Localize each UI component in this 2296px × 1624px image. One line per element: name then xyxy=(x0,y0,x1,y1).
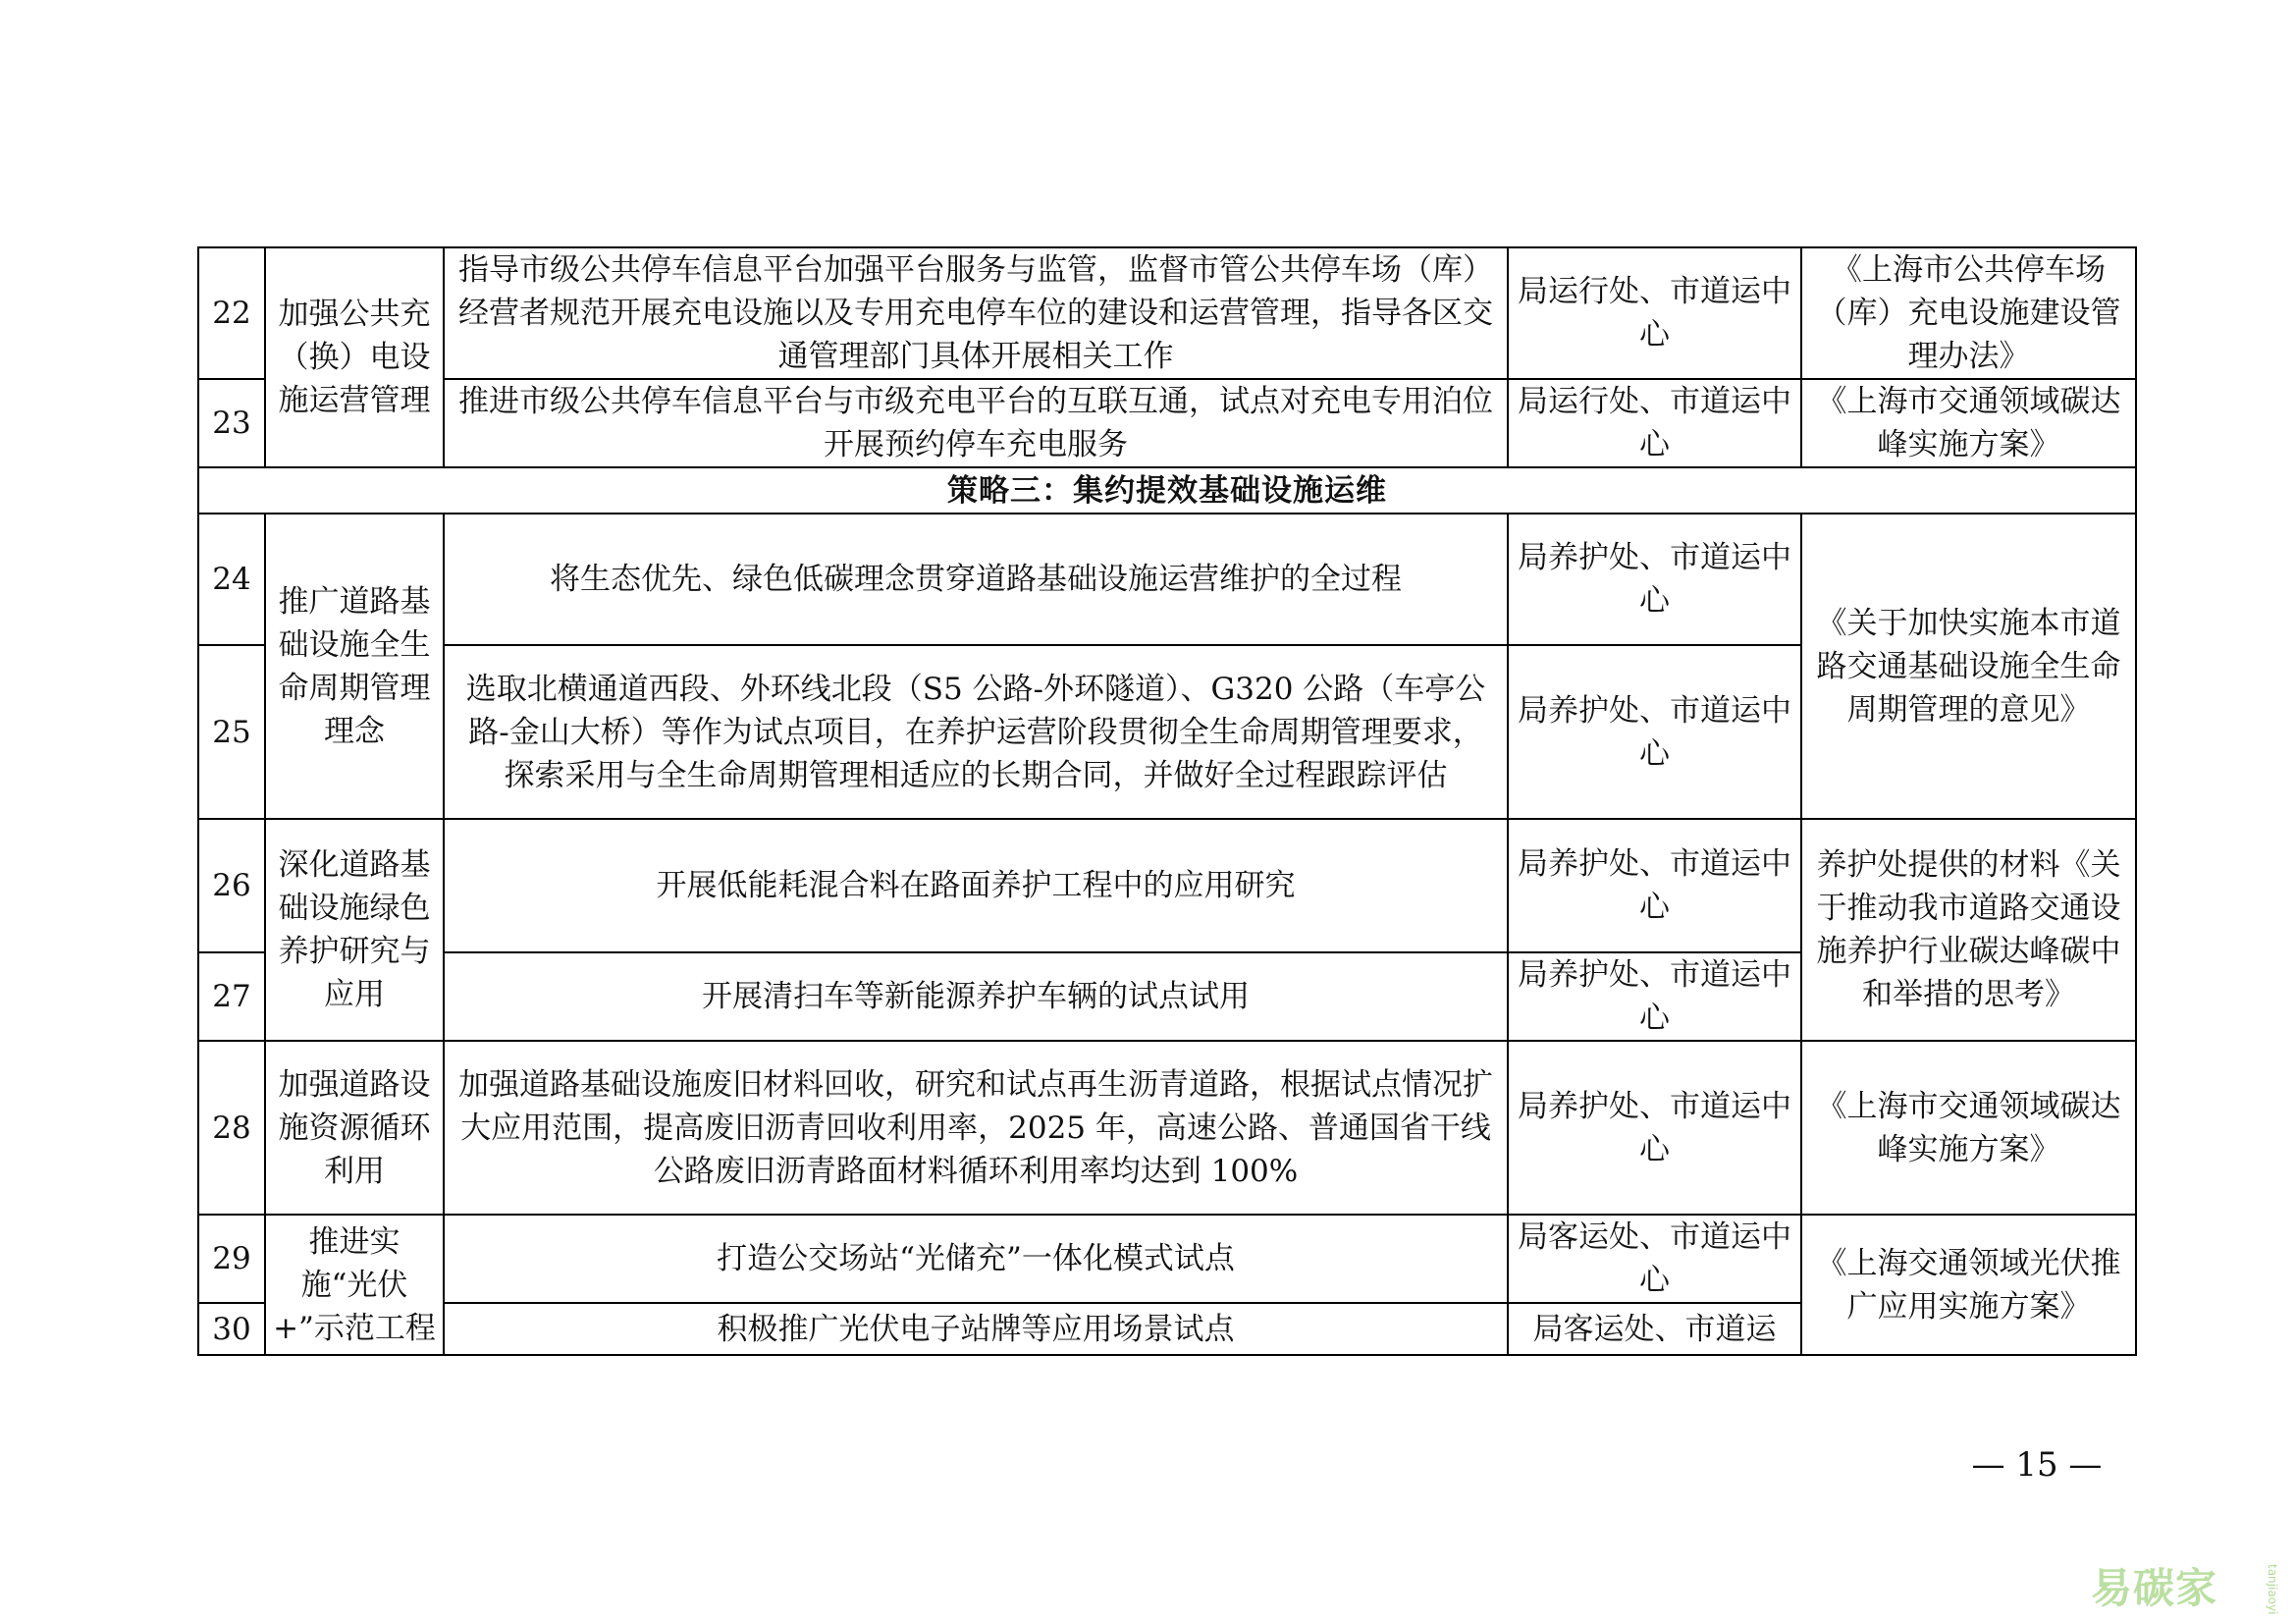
policy-basis: 养护处提供的材料《关于推动我市道路交通设施养护行业碳达峰碳中和举措的思考》 xyxy=(1801,819,2136,1041)
responsible-dept: 局养护处、市道运中心 xyxy=(1508,1041,1801,1215)
task-content: 将生态优先、绿色低碳理念贯穿道路基础设施运营维护的全过程 xyxy=(444,514,1508,645)
task-content: 推进市级公共停车信息平台与市级充电平台的互联互通，试点对充电专用泊位开展预约停车充电服务 xyxy=(444,379,1508,467)
measure-cell: 加强公共充（换）电设施运营管理 xyxy=(265,247,444,467)
table-row xyxy=(198,379,2136,467)
policy-basis: 《上海市公共停车场（库）充电设施建设管理办法》 xyxy=(1801,247,2136,379)
task-content: 打造公交场站“光储充”一体化模式试点 xyxy=(444,1215,1508,1303)
policy-basis: 《上海市交通领域碳达峰实施方案》 xyxy=(1801,379,2136,467)
table-row xyxy=(198,1215,2136,1303)
responsible-dept: 局养护处、市道运中心 xyxy=(1508,514,1801,645)
watermark-side-text: tanjiaoyi xyxy=(2266,1564,2279,1615)
table-row xyxy=(198,247,2136,379)
measure-cell: 推广道路基础设施全生命周期管理理念 xyxy=(265,514,444,819)
table-row xyxy=(198,514,2136,645)
policy-basis: 《上海交通领域光伏推广应用实施方案》 xyxy=(1801,1215,2136,1355)
row-number: 28 xyxy=(198,1041,265,1215)
row-number: 22 xyxy=(198,247,265,379)
table-row xyxy=(198,819,2136,952)
row-number: 23 xyxy=(198,379,265,467)
task-content: 指导市级公共停车信息平台加强平台服务与监管，监督市管公共停车场（库）经营者规范开展充电设施以及专用充电停车位的建设和运营管理，指导各区交通管理部门具体开展相关工作 xyxy=(444,247,1508,379)
row-number: 26 xyxy=(198,819,265,952)
task-content: 加强道路基础设施废旧材料回收，研究和试点再生沥青道路，根据试点情况扩大应用范围，提高废旧沥青回收利用率，2025 年，高速公路、普通国省干线公路废旧沥青路面材料循环利用率均达到 100% xyxy=(444,1041,1508,1215)
responsible-dept: 局客运处、市道运中心 xyxy=(1508,1215,1801,1303)
row-number: 29 xyxy=(198,1215,265,1303)
policy-basis: 《上海市交通领域碳达峰实施方案》 xyxy=(1801,1041,2136,1215)
measure-cell: 推进实施“光伏+”示范工程 xyxy=(265,1215,444,1355)
responsible-dept: 局运行处、市道运中心 xyxy=(1508,247,1801,379)
policy-basis: 《关于加快实施本市道路交通基础设施全生命周期管理的意见》 xyxy=(1801,514,2136,819)
page-number: — 15 — xyxy=(1971,1445,2103,1485)
watermark-logo xyxy=(2091,1556,2287,1615)
watermark-text: 易碳家 xyxy=(2091,1564,2218,1612)
row-number: 24 xyxy=(198,514,265,645)
responsible-dept: 局养护处、市道运中心 xyxy=(1508,819,1801,952)
responsible-dept: 局养护处、市道运中心 xyxy=(1508,645,1801,819)
responsible-dept: 局运行处、市道运中心 xyxy=(1508,379,1801,467)
row-number: 27 xyxy=(198,952,265,1041)
task-content: 积极推广光伏电子站牌等应用场景试点 xyxy=(444,1303,1508,1355)
table-row xyxy=(198,1041,2136,1215)
measures-table xyxy=(197,246,2137,1356)
row-number: 25 xyxy=(198,645,265,819)
strategy-row xyxy=(198,467,2136,514)
responsible-dept: 局养护处、市道运中心 xyxy=(1508,952,1801,1041)
strategy-heading: 策略三：集约提效基础设施运维 xyxy=(198,467,2136,514)
measure-cell: 加强道路设施资源循环利用 xyxy=(265,1041,444,1215)
task-content: 选取北横通道西段、外环线北段（S5 公路-外环隧道）、G320 公路（车亭公路-金山大桥）等作为试点项目，在养护运营阶段贯彻全生命周期管理要求，探索采用与全生命周期管理相适应的长期合同，并做好全过程跟踪评估 xyxy=(444,645,1508,819)
responsible-dept: 局客运处、市道运 xyxy=(1508,1303,1801,1355)
measure-cell: 深化道路基础设施绿色养护研究与应用 xyxy=(265,819,444,1041)
task-content: 开展清扫车等新能源养护车辆的试点试用 xyxy=(444,952,1508,1041)
row-number: 30 xyxy=(198,1303,265,1355)
task-content: 开展低能耗混合料在路面养护工程中的应用研究 xyxy=(444,819,1508,952)
